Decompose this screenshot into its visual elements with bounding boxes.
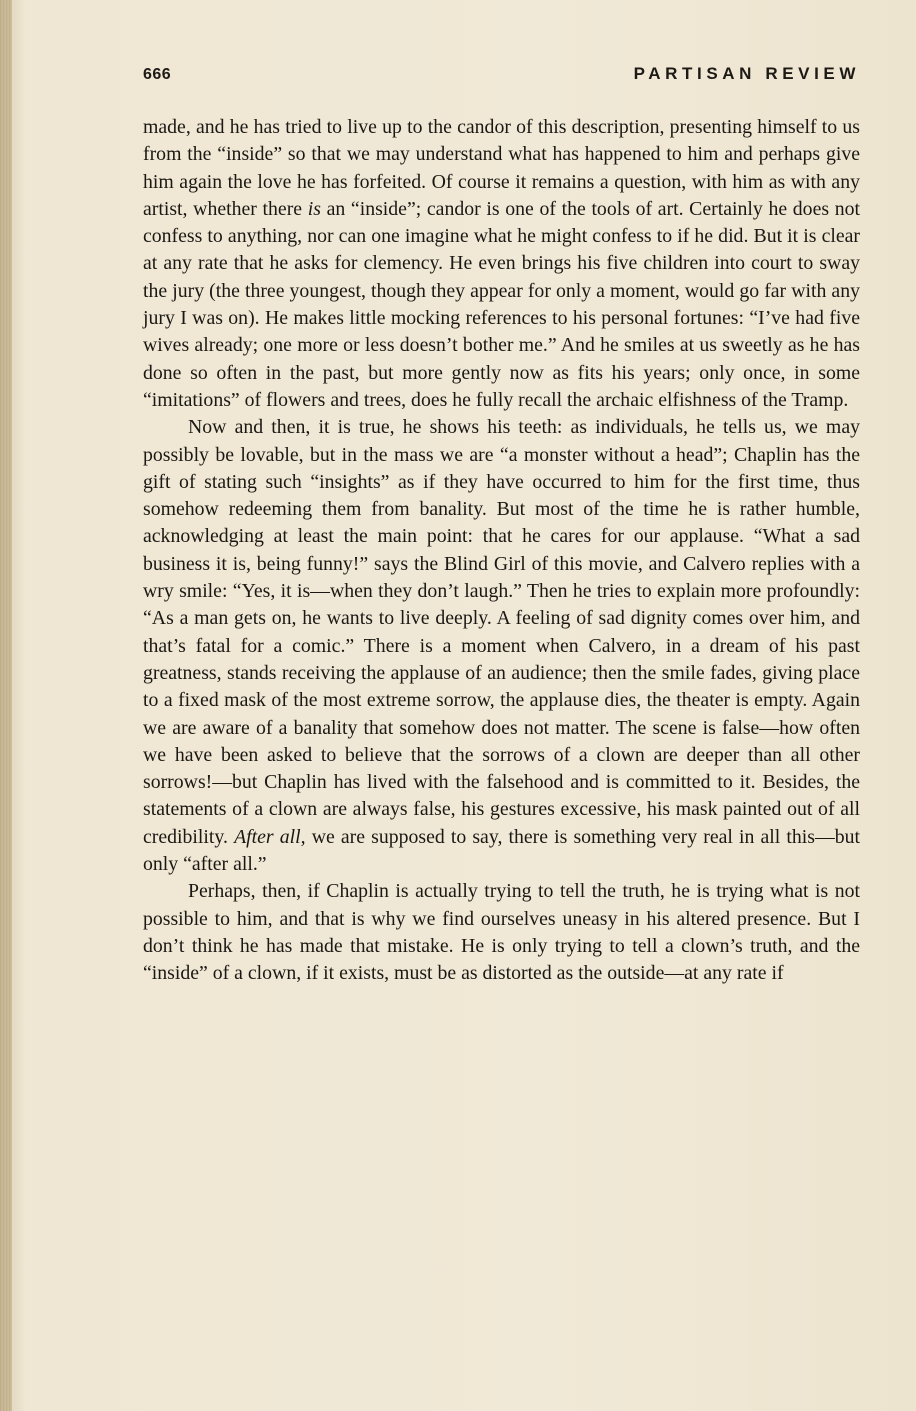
paragraph	[143, 878, 860, 987]
paragraph-text: we are supposed to say, there is something very real in all this—but only “after all.”	[143, 825, 861, 876]
paragraph-continued	[143, 114, 860, 414]
page-number: 666	[143, 66, 172, 83]
paragraph	[143, 414, 860, 878]
paragraph-text: Perhaps, then, if Chaplin is actually trying to tell the truth, he is trying what is not possible to him, and that is why we find ourselves uneasy in his altered presence. But I don’t think he has made that mistake. He is only trying to tell a clown’s truth, and the “inside” of a clown, if it exists, must be as distorted as the outside—at any rate if	[143, 880, 860, 985]
italic-emphasis: After all,	[234, 825, 306, 848]
article-body	[143, 114, 860, 988]
paragraph-text: Now and then, it is true, he shows his teeth: as individuals, he tells us, we may possibly be lovable, but in the mass we are “a monster without a head”; Chaplin has the gift of stating such “insights” as if they have occurred to him for the first time, thus somehow redeeming them from banality. But most of the time he is rather humble, acknowledging at least the main point: that he cares for our applause. “What a sad business it is, being funny!” says the Blind Girl of this movie, and Calvero replies with a wry smile: “Yes, it is—when they don’t laugh.” Then he tries to explain more profoundly: “As a man gets on, he wants to live deeply. A feeling of sad dignity comes over him, and that’s fatal for a comic.” There is a moment when Calvero, in a dream of his past greatness, stands receiving the applause of an audience; then the smile fades, giving place to a fixed mask of the most extreme sorrow, the applause dies, the theater is empty. Again we are aware of a banality that somehow does not matter. The scene is false—how often we have been asked to believe that the sorrows of a clown are deeper than all other sorrows!—but Chaplin has lived with the falsehood and is committed to it. Besides, the statements of a clown are always false, his gestures excessive, his mask painted out of all credibility.	[143, 416, 860, 848]
paragraph-text: made, and he has tried to live up to the candor of this description, presenting himself to us from the “inside” so that we may understand what has happened to him and perhaps give him again the love he has forfeited. Of course it remains a question, with him as with any artist, whether there	[143, 116, 860, 220]
paragraph-text: an “inside”; candor is one of the tools of art. Certainly he does not confess to anything, nor can one imagine what he might confess to if he did. But it is clear at any rate that he asks for clemency. He even brings his five children into court to sway the jury (the three youngest, though they appear for only a moment, would go far with any jury I was on). He makes little mocking references to his personal fortunes: “I’ve had five wives already; one more or less doesn’t bother me.” And he smiles at us sweetly as he has done so often in the past, but more gently now as fits his years; only once, in some “imitations” of flowers and trees, does he fully recall the archaic elfishness of the Tramp.	[143, 197, 860, 411]
page-header	[143, 60, 860, 90]
running-head: PARTISAN REVIEW	[633, 64, 860, 83]
italic-emphasis: is	[307, 197, 321, 220]
book-spine-edge	[0, 0, 12, 1411]
